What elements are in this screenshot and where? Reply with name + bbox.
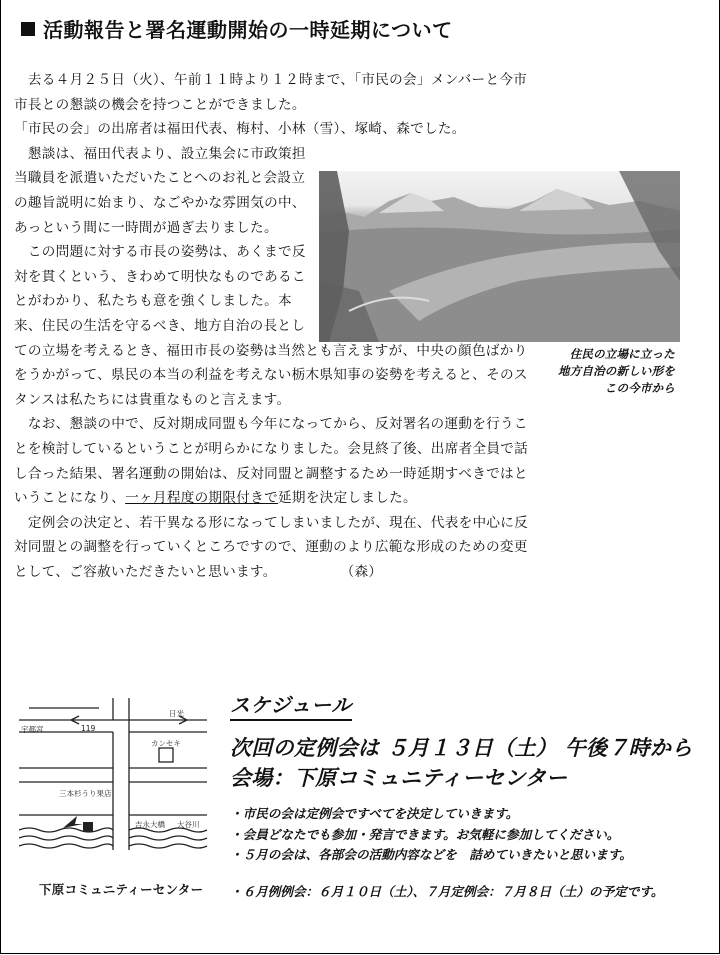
paragraph-5-underlined: 一ヶ月程度の期限付きで	[125, 490, 278, 507]
map-label-river: 大谷川	[177, 820, 200, 829]
paragraph-6	[14, 511, 537, 585]
paragraph-1: 去る４月２５日（火）、午前１１時より１２時まで、「市民の会」メンバーと今市市長との懇談の機会を持つことができました。	[14, 72, 528, 113]
map-label-shop: 三本杉うり果店	[59, 789, 112, 798]
schedule-title: スケジュール	[230, 689, 352, 721]
landscape-photo	[319, 171, 680, 342]
article-title: 活動報告と署名運動開始の一時延期について	[43, 18, 453, 42]
article-heading	[21, 14, 453, 43]
paragraph-3: 懇談は、福田代表より、設立集会に市政策担当職員を派遣いただいたことへのお礼と会設立の趣旨説明に始まり、なごやかな雰囲気の中、あっという間に一時間が過ぎ去りました。	[14, 145, 306, 236]
note-3: ・５月の会は、各部会の活動内容などを 詰めていきたいと思います。	[230, 847, 632, 862]
photo-caption-line-1: 住民の立場に立った	[569, 347, 675, 361]
photo-caption-line-3: この今市から	[604, 381, 675, 395]
square-bullet-icon	[21, 22, 35, 36]
map-label-road-left: 宇都宮	[21, 725, 44, 734]
paragraph-2: 「市民の会」の出席者は福田代表、梅村、小林（雪）、塚崎、森でした。	[14, 121, 466, 138]
map-label-store: カンセキ	[151, 739, 181, 748]
note-1: ・市民の会は定例会ですべてを決定していきます。	[230, 806, 519, 821]
paragraph-4: この問題に対する市長の姿勢は、あくまで反対を貫くという、きわめて明快なものであることがわかり、私たちも意を強くしました。本来、住民の生活を守るべき、地方自治の長としての立場を考えるとき、福田市長の姿勢は当然とも言えますが、中央の顔色ばかりをうかがって、県民の本当の利益を考えない栃木県知事の姿勢を考えると、そのスタンスは私たちには貴重なものと言えます。	[14, 244, 528, 408]
map-label-road-right: 日光	[169, 709, 184, 718]
map-caption: 下原コミュニティーセンター	[39, 882, 204, 897]
schedule-notes	[230, 804, 663, 902]
future-meetings: ・６月例例会：６月１０日（土）、７月定例会：７月８日（土）の予定です。	[230, 883, 664, 899]
author-signature: （森）	[340, 563, 383, 580]
map-label-road-number: 119	[81, 724, 96, 733]
location-map	[19, 690, 209, 875]
photo-caption	[541, 346, 675, 397]
paragraph-5-end: 延期を決定しました。	[278, 490, 417, 507]
note-2: ・会員どなたでも参加・発言できます。お気軽に参加してください。	[230, 826, 620, 842]
photo-caption-line-2: 地方自治の新しい形を	[558, 364, 675, 378]
paragraph-6-text: 定例会の決定と、若干異なる形になってしまいましたが、現在、代表を中心に反対同盟との調整を行っていくところですので、運動のより広範な形成のための変更として、ご容赦いただきたいと思います。	[14, 514, 529, 580]
meeting-venue: 会場：下原コミュニティーセンター	[230, 766, 568, 790]
paragraph-5	[14, 412, 537, 510]
next-meeting: 次回の定例会は ５月１３日（土） 午後７時から	[230, 736, 693, 760]
landscape-photo-art	[319, 171, 680, 342]
paragraph-5-text: なお、懇談の中で、反対期成同盟も今年になってから、反対署名の運動を行うことを検討しているということが明らかになりました。会見終了後、出席者全員で話し合った結果、署名運動の開始は、反対同盟と調整するため一時延期すべきではということになり、	[14, 416, 529, 507]
map-label-bridge: 吉永大橋	[135, 820, 165, 829]
